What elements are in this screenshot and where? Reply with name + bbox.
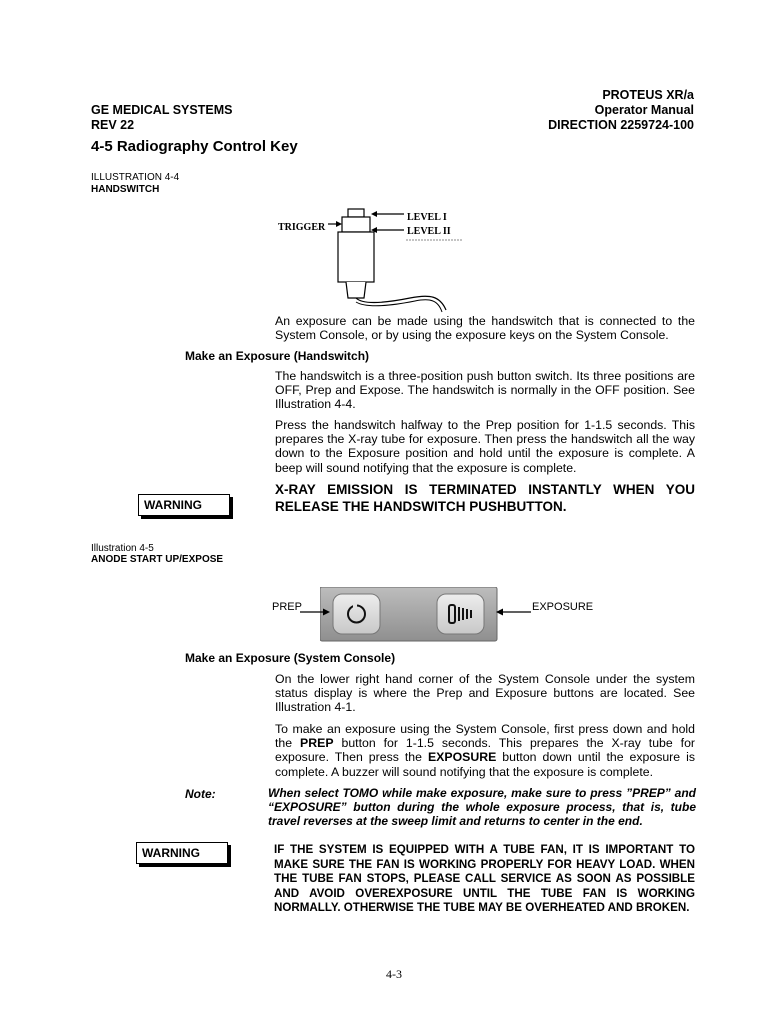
revision: REV 22 — [91, 118, 135, 132]
prep-arrow-icon — [298, 605, 332, 619]
warning-badge-2: WARNING — [136, 842, 228, 864]
note-text: When select TOMO while make exposure, make sure to press ”PREP” and “EXPOSURE” button during the whole exposure process, that is, tube travel reverses at the sweep limit and returns to center in the end. — [268, 786, 696, 828]
console-paragraph-1: On the lower right hand corner of the System Console under the system status display is where the Prep and Exposure buttons are located. See Illustration 4-1. — [275, 672, 695, 715]
product-name: PROTEUS XR/a — [602, 88, 694, 102]
exposure-label: EXPOSURE — [532, 601, 594, 613]
console-paragraph-2: To make an exposure using the System Console, first press down and hold the PREP button for 1-1.5 seconds. This prepares the X-ray tube for exposure. Then press the EXPOSURE button down until the exposure is complete. A buzzer will sound notifying that the exposure is complete. — [275, 722, 696, 779]
handswitch-paragraph-1: The handswitch is a three-position push button switch. Its three positions are OFF, Prep and Expose. The handswitch is normally in the OFF position. See Illustration 4-4. — [275, 369, 695, 412]
exposure-keyword: EXPOSURE — [427, 750, 497, 765]
illustration-4-5-name: ANODE START UP/EXPOSE — [91, 554, 224, 565]
warning-badge: WARNING — [138, 494, 230, 516]
level-1-label: LEVEL I — [407, 212, 447, 223]
company-name: GE MEDICAL SYSTEMS — [91, 103, 233, 117]
prep-label: PREP — [272, 601, 302, 613]
intro-paragraph: An exposure can be made using the handswitch that is connected to the System Console, or by using the exposure keys on the System Console. — [275, 314, 695, 343]
prep-keyword: PREP — [300, 736, 334, 751]
handswitch-heading: Make an Exposure (Handswitch) — [185, 349, 370, 363]
console-buttons-illustration — [320, 587, 500, 642]
level-2-label: LEVEL II — [407, 226, 451, 237]
manual-name: Operator Manual — [594, 103, 694, 117]
illustration-4-5-caption: Illustration 4-5 — [91, 543, 154, 554]
exposure-arrow-icon — [495, 605, 533, 619]
handswitch-illustration — [270, 200, 500, 315]
trigger-label: TRIGGER — [278, 222, 326, 233]
note-label: Note: — [185, 787, 216, 801]
direction-number: DIRECTION 2259724-100 — [548, 118, 694, 132]
warning-1-text: X-RAY EMISSION IS TERMINATED INSTANTLY WHEN YOU RELEASE THE HANDSWITCH PUSHBUTTON. — [275, 482, 695, 514]
page-number: 4-3 — [386, 967, 402, 981]
illustration-4-4-name: HANDSWITCH — [91, 184, 160, 195]
illustration-4-4-caption: ILLUSTRATION 4-4 — [91, 172, 180, 183]
handswitch-paragraph-2: Press the handswitch halfway to the Prep position for 1-1.5 seconds. This prepares the X-ray tube for exposure. Then press the handswitch all the way down to the Exposure position and hold until the exposure is complete. A beep will sound notifying that the exposure is complete. — [275, 418, 695, 475]
warning-2-text: IF THE SYSTEM IS EQUIPPED WITH A TUBE FAN, IT IS IMPORTANT TO MAKE SURE THE FAN IS WORKING PROPERLY FOR HEAVY LOAD. WHEN THE TUBE FAN STOPS, PLEASE CALL SERVICE AS SOON AS POSSIBLE AND AVOID OVEREXPOSURE UNTIL THE TUBE FAN IS WORKING NORMALLY. OTHERWISE THE TUBE MAY BE OVERHEATED AND BROKEN. — [274, 843, 695, 915]
section-title: 4-5 Radiography Control Key — [91, 138, 298, 155]
console-heading: Make an Exposure (System Console) — [185, 651, 396, 665]
